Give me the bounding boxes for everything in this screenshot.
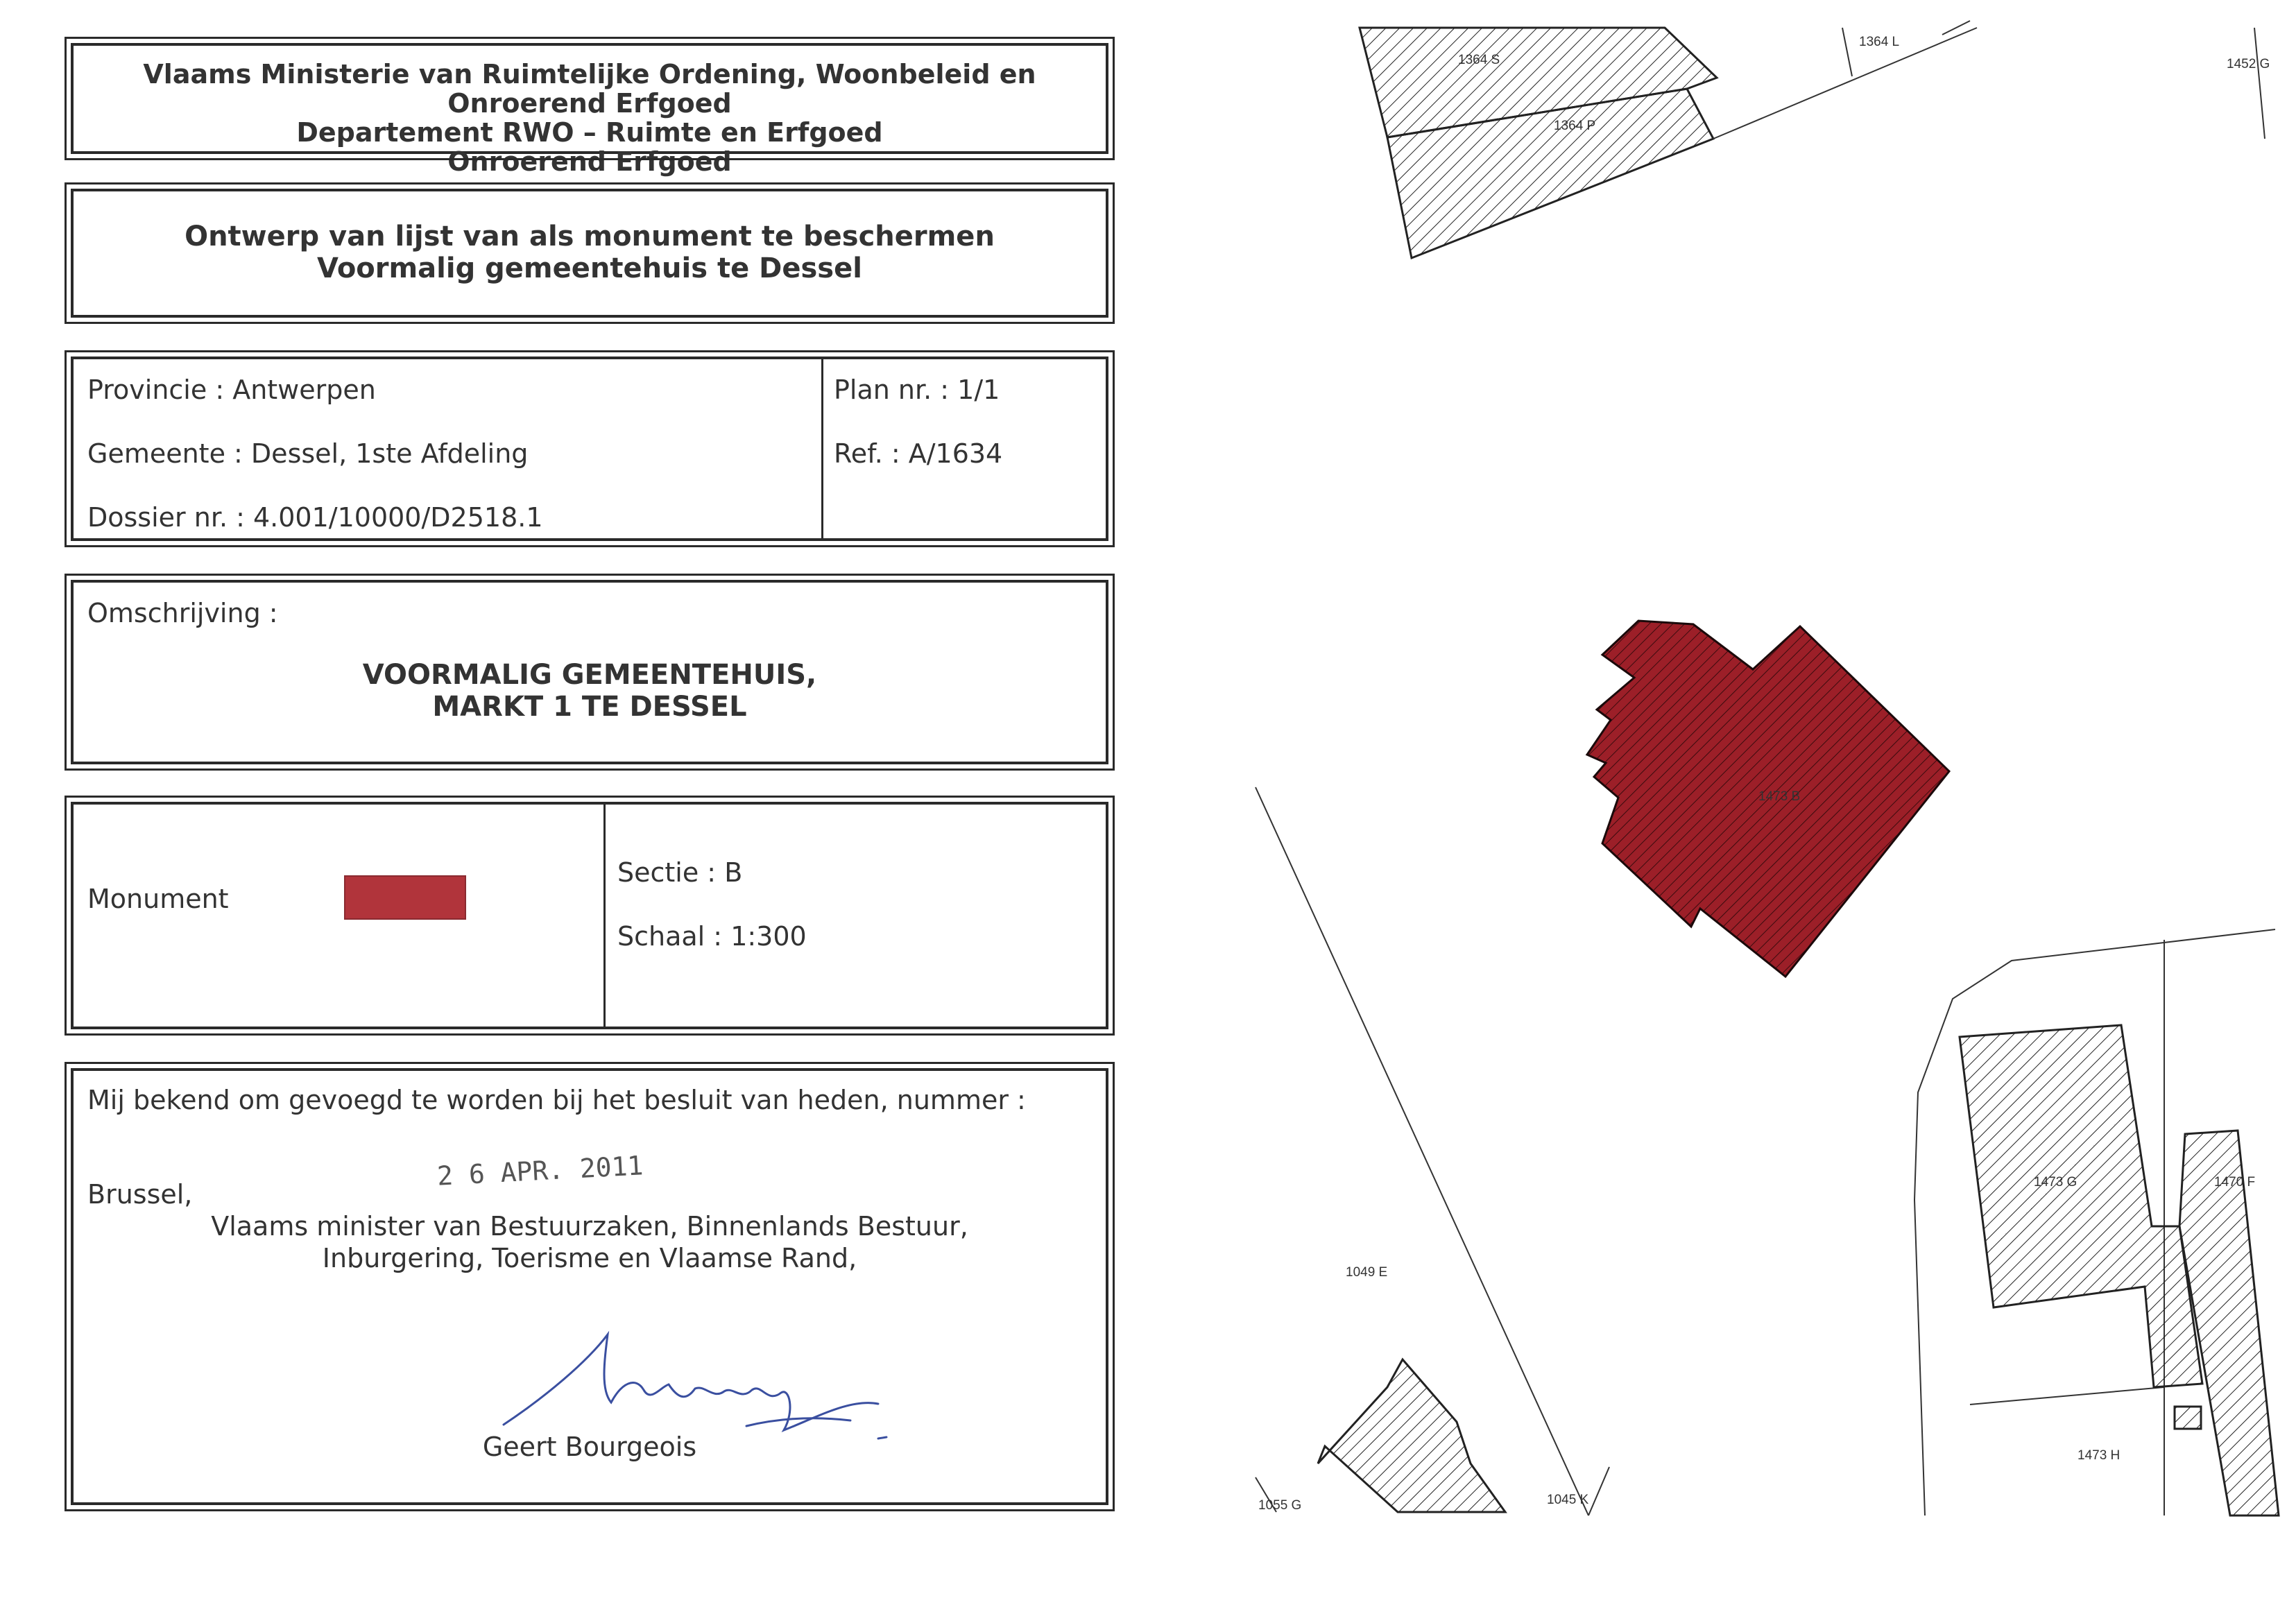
lot-label-1364l: 1364 L (1859, 35, 1900, 49)
description-line-2: MARKT 1 TE DESSEL (432, 691, 747, 723)
decision-box (71, 1068, 1108, 1505)
signatory-name: Geert Bourgeois (482, 1432, 697, 1462)
lot-label-1473h: 1473 H (2077, 1448, 2121, 1463)
legend-divider (603, 805, 606, 1027)
lot-label-1473b: 1473 B (1758, 789, 1801, 804)
info-box (71, 357, 1108, 541)
lot-label-1045k: 1045 K (1547, 1493, 1589, 1507)
parcel-1055g-building (1318, 1359, 1505, 1512)
monument-label: Monument (87, 884, 229, 914)
document-title-box (71, 189, 1108, 318)
parcel-small-outbuilding (2175, 1407, 2201, 1429)
description-line-1: VOORMALIG GEMEENTEHUIS, (362, 659, 817, 691)
lot-label-1364p: 1364 P (1554, 119, 1596, 133)
reference-field: Ref. : A/1634 (834, 438, 1003, 469)
lot-label-1452g: 1452 G (2227, 57, 2270, 71)
dossier-field: Dossier nr. : 4.001/10000/D2518.1 (87, 502, 543, 533)
decision-intro: Mij bekend om gevoegd te worden bij het besluit van heden, nummer : (87, 1085, 1026, 1115)
date-stamp: 2 6 APR. 2011 (436, 1150, 644, 1192)
provincie-field: Provincie : Antwerpen (87, 375, 376, 405)
place-field: Brussel, (87, 1179, 193, 1210)
lot-label-1473g: 1473 G (2034, 1175, 2077, 1190)
lot-label-1470f: 1470 F (2214, 1175, 2256, 1190)
lot-label-1055g: 1055 G (1258, 1498, 1302, 1513)
legend-box (71, 802, 1108, 1029)
document-title: Ontwerp van lijst van als monument te beschermen (185, 221, 995, 252)
cadastral-map (1249, 0, 2296, 1623)
lot-label-1364s: 1364 S (1458, 53, 1500, 67)
department-name: Departement RWO – Ruimte en Erfgoed (296, 117, 883, 148)
description-box (71, 580, 1108, 764)
agency-name: Onroerend Erfgoed (447, 146, 732, 177)
schaal-field: Schaal : 1:300 (617, 921, 807, 952)
minister-title-line-1: Vlaams minister van Bestuurzaken, Binnenlands Bestuur, (211, 1211, 968, 1242)
ministry-header (71, 43, 1108, 177)
description-label: Omschrijving : (87, 598, 278, 628)
sectie-field: Sectie : B (617, 857, 743, 888)
plan-number-field: Plan nr. : 1/1 (834, 375, 1000, 405)
lot-label-1049e: 1049 E (1346, 1265, 1388, 1280)
ministry-name: Vlaams Ministerie van Ruimtelijke Ordening, Woonbeleid en Onroerend Erfgoed (143, 59, 1036, 119)
parcel-1473g-building (1960, 1025, 2202, 1387)
monument-legend-swatch (344, 875, 466, 920)
gemeente-field: Gemeente : Dessel, 1ste Afdeling (87, 438, 529, 469)
info-divider (821, 359, 823, 538)
minister-title-line-2: Inburgering, Toerisme en Vlaamse Rand, (322, 1243, 857, 1273)
document-subtitle: Voormalig gemeentehuis te Dessel (317, 252, 862, 284)
